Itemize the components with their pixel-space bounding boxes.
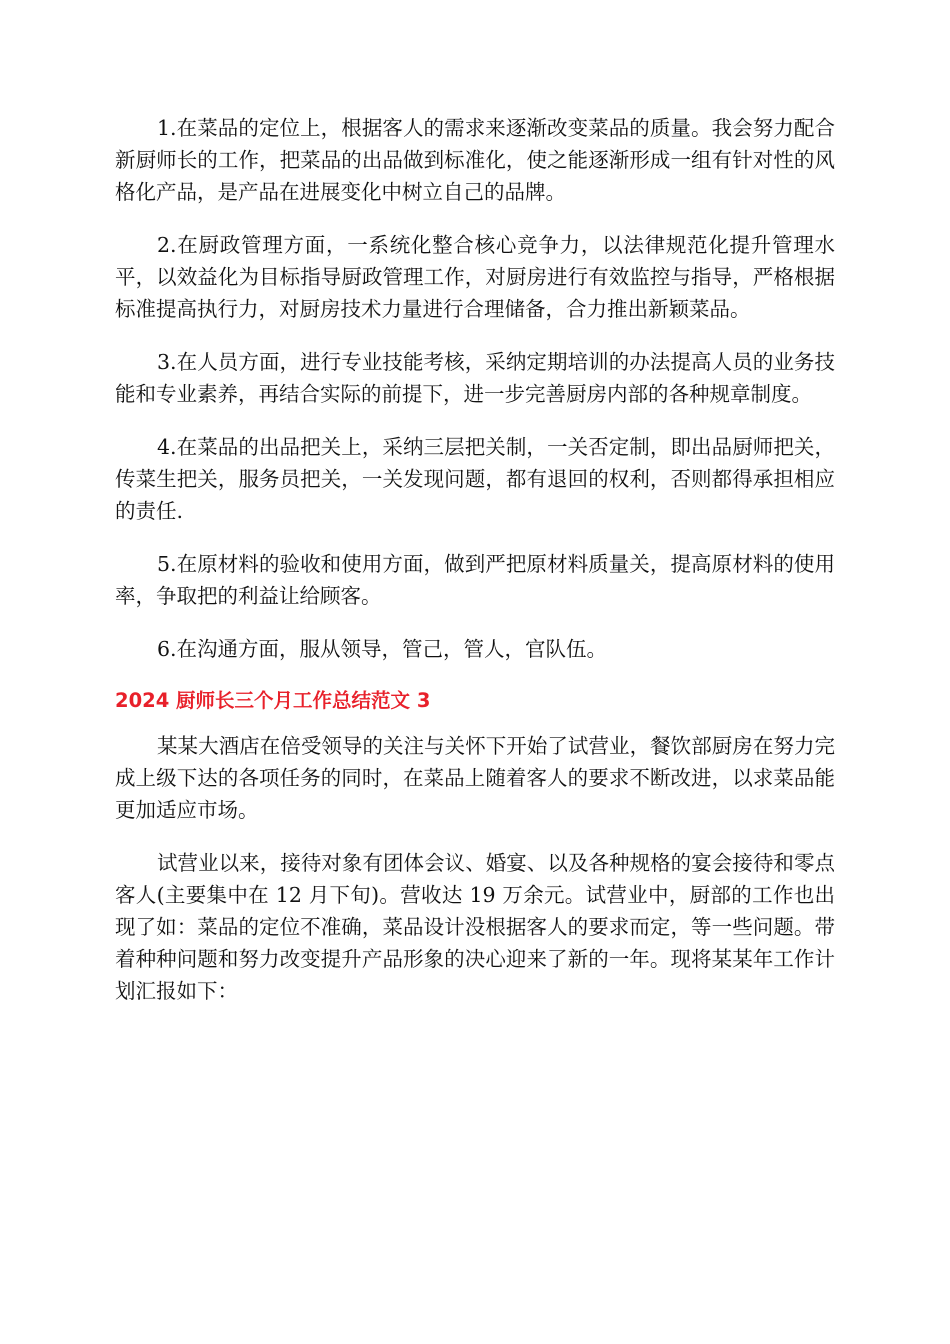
paragraph-2: 2.在厨政管理方面，一系统化整合核心竞争力，以法律规范化提升管理水平，以效益化为目标指导厨政管理工作，对厨房进行有效监控与指导，严格根据标准提高执行力，对厨房技术力量进行合理储备，合力推出新颖菜品。 [115,233,835,321]
paragraph-3: 3.在人员方面，进行专业技能考核，采纳定期培训的办法提高人员的业务技能和专业素养，再结合实际的前提下，进一步完善厨房内部的各种规章制度。 [115,350,835,406]
section-heading: 2024 厨师长三个月工作总结范文 3 [115,689,431,712]
paragraph-1: 1.在菜品的定位上，根据客人的需求来逐渐改变菜品的质量。我会努力配合新厨师长的工作，把菜品的出品做到标准化，使之能逐渐形成一组有针对性的风格化产品，是产品在进展变化中树立自己的品牌。 [115,116,835,204]
paragraph-4: 4.在菜品的出品把关上，采纳三层把关制，一关否定制，即出品厨师把关，传菜生把关，服务员把关，一关发现问题，都有退回的权利，否则都得承担相应的责任. [115,435,835,523]
paragraph-6: 6.在沟通方面，服从领导，管己，管人，官队伍。 [157,637,608,661]
document-body [115,112,835,1028]
paragraph-7: 某某大酒店在倍受领导的关注与关怀下开始了试营业，餐饮部厨房在努力完成上级下达的各项任务的同时，在菜品上随着客人的要求不断改进，以求菜品能更加适应市场。 [115,734,835,822]
paragraph-5: 5.在原材料的验收和使用方面，做到严把原材料质量关，提高原材料的使用率，争取把的利益让给顾客。 [115,552,835,608]
paragraph-8: 试营业以来，接待对象有团体会议、婚宴、以及各种规格的宴会接待和零点客人(主要集中在 12 月下旬)。营收达 19 万余元。试营业中，厨部的工作也出现了如：菜品的定位不准确，菜品设计没根据客人的要求而定，等一些问题。带着种种问题和努力改变提升产品形象的决心迎来了新的一年。现将某某年工作计划汇报如下： [115,851,835,1003]
